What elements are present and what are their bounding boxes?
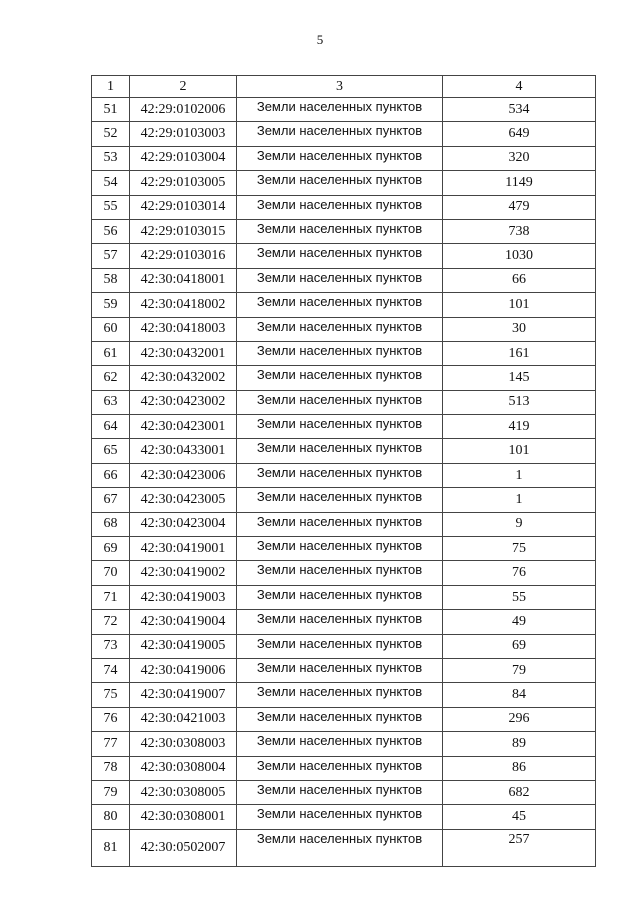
row-number-cell: 52 [92,122,130,146]
row-number-cell: 70 [92,561,130,585]
land-category-cell: Земли населенных пунктов [237,219,443,243]
land-category-cell: Земли населенных пунктов [237,658,443,682]
table-row [92,829,596,866]
table-row [92,390,596,414]
row-number-cell: 55 [92,195,130,219]
table-row [92,683,596,707]
table-row [92,585,596,609]
table-row [92,488,596,512]
cadastral-code-cell: 42:30:0308003 [130,732,237,756]
value-cell: 45 [443,805,596,829]
value-cell: 419 [443,415,596,439]
cadastral-code-cell: 42:30:0423002 [130,390,237,414]
value-cell: 682 [443,780,596,804]
cadastral-code-cell: 42:30:0308005 [130,780,237,804]
cadastral-code-cell: 42:29:0103004 [130,146,237,170]
table-row [92,439,596,463]
value-cell: 479 [443,195,596,219]
land-category-cell: Земли населенных пунктов [237,512,443,536]
table-header-row [92,76,596,98]
value-cell: 513 [443,390,596,414]
header-cell-2: 2 [130,76,237,98]
cadastral-code-cell: 42:29:0103016 [130,244,237,268]
value-cell: 76 [443,561,596,585]
cadastral-code-cell: 42:29:0102006 [130,98,237,122]
cadastral-code-cell: 42:30:0419004 [130,610,237,634]
value-cell: 101 [443,293,596,317]
table-row [92,293,596,317]
cadastral-code-cell: 42:30:0308001 [130,805,237,829]
land-category-cell: Земли населенных пунктов [237,732,443,756]
row-number-cell: 65 [92,439,130,463]
value-cell: 66 [443,268,596,292]
land-category-cell: Земли населенных пунктов [237,171,443,195]
value-cell: 1 [443,463,596,487]
land-category-cell: Земли населенных пунктов [237,98,443,122]
land-category-cell: Земли населенных пунктов [237,268,443,292]
table-row [92,366,596,390]
header-cell-1: 1 [92,76,130,98]
row-number-cell: 77 [92,732,130,756]
table-row [92,756,596,780]
row-number-cell: 66 [92,463,130,487]
table-row [92,341,596,365]
table-row [92,415,596,439]
row-number-cell: 57 [92,244,130,268]
table-row [92,195,596,219]
table-row [92,805,596,829]
table-row [92,610,596,634]
value-cell: 649 [443,122,596,146]
row-number-cell: 75 [92,683,130,707]
row-number-cell: 76 [92,707,130,731]
value-cell: 738 [443,219,596,243]
table-row [92,634,596,658]
row-number-cell: 53 [92,146,130,170]
table-row [92,732,596,756]
land-category-cell: Земли населенных пунктов [237,805,443,829]
table-row [92,561,596,585]
value-cell: 55 [443,585,596,609]
table-row [92,171,596,195]
land-category-cell: Земли населенных пунктов [237,463,443,487]
value-cell: 101 [443,439,596,463]
land-category-cell: Земли населенных пунктов [237,634,443,658]
cadastral-code-cell: 42:30:0419005 [130,634,237,658]
value-cell: 49 [443,610,596,634]
value-cell: 257 [443,829,596,866]
land-table [91,75,596,867]
land-category-cell: Земли населенных пунктов [237,707,443,731]
header-cell-3: 3 [237,76,443,98]
table-row [92,98,596,122]
table-row [92,512,596,536]
row-number-cell: 63 [92,390,130,414]
value-cell: 534 [443,98,596,122]
land-category-cell: Земли населенных пунктов [237,122,443,146]
cadastral-code-cell: 42:30:0418003 [130,317,237,341]
row-number-cell: 74 [92,658,130,682]
table-row [92,244,596,268]
row-number-cell: 78 [92,756,130,780]
row-number-cell: 71 [92,585,130,609]
row-number-cell: 51 [92,98,130,122]
cadastral-code-cell: 42:30:0418001 [130,268,237,292]
table-row [92,219,596,243]
value-cell: 79 [443,658,596,682]
value-cell: 84 [443,683,596,707]
value-cell: 161 [443,341,596,365]
table-row [92,463,596,487]
value-cell: 145 [443,366,596,390]
land-category-cell: Земли населенных пунктов [237,683,443,707]
cadastral-code-cell: 42:30:0502007 [130,829,237,866]
cadastral-code-cell: 42:30:0421003 [130,707,237,731]
land-category-cell: Земли населенных пунктов [237,537,443,561]
cadastral-code-cell: 42:30:0423006 [130,463,237,487]
row-number-cell: 69 [92,537,130,561]
row-number-cell: 73 [92,634,130,658]
land-category-cell: Земли населенных пунктов [237,366,443,390]
cadastral-code-cell: 42:30:0419007 [130,683,237,707]
table-row [92,537,596,561]
row-number-cell: 79 [92,780,130,804]
cadastral-code-cell: 42:30:0423004 [130,512,237,536]
cadastral-code-cell: 42:30:0419001 [130,537,237,561]
land-category-cell: Земли населенных пунктов [237,610,443,634]
table-row [92,658,596,682]
land-category-cell: Земли населенных пунктов [237,390,443,414]
page-number: 5 [316,32,324,47]
row-number-cell: 67 [92,488,130,512]
row-number-cell: 72 [92,610,130,634]
row-number-cell: 64 [92,415,130,439]
land-category-cell: Земли населенных пунктов [237,829,443,866]
land-category-cell: Земли населенных пунктов [237,195,443,219]
value-cell: 30 [443,317,596,341]
land-category-cell: Земли населенных пунктов [237,317,443,341]
table-row [92,317,596,341]
cadastral-code-cell: 42:30:0433001 [130,439,237,463]
cadastral-code-cell: 42:29:0103003 [130,122,237,146]
land-category-cell: Земли населенных пунктов [237,561,443,585]
row-number-cell: 80 [92,805,130,829]
row-number-cell: 68 [92,512,130,536]
value-cell: 1030 [443,244,596,268]
row-number-cell: 60 [92,317,130,341]
row-number-cell: 56 [92,219,130,243]
land-category-cell: Земли населенных пунктов [237,585,443,609]
value-cell: 1149 [443,171,596,195]
table-row [92,122,596,146]
row-number-cell: 81 [92,829,130,866]
cadastral-code-cell: 42:30:0423005 [130,488,237,512]
row-number-cell: 61 [92,341,130,365]
row-number-cell: 58 [92,268,130,292]
value-cell: 86 [443,756,596,780]
cadastral-code-cell: 42:30:0432001 [130,341,237,365]
value-cell: 320 [443,146,596,170]
land-category-cell: Земли населенных пунктов [237,341,443,365]
cadastral-code-cell: 42:29:0103015 [130,219,237,243]
row-number-cell: 62 [92,366,130,390]
land-category-cell: Земли населенных пунктов [237,244,443,268]
row-number-cell: 59 [92,293,130,317]
value-cell: 1 [443,488,596,512]
row-number-cell: 54 [92,171,130,195]
cadastral-code-cell: 42:30:0432002 [130,366,237,390]
cadastral-code-cell: 42:29:0103005 [130,171,237,195]
table-row [92,780,596,804]
value-cell: 296 [443,707,596,731]
land-category-cell: Земли населенных пунктов [237,488,443,512]
cadastral-code-cell: 42:30:0419003 [130,585,237,609]
cadastral-code-cell: 42:29:0103014 [130,195,237,219]
table-row [92,146,596,170]
cadastral-code-cell: 42:30:0418002 [130,293,237,317]
table-row [92,707,596,731]
land-category-cell: Земли населенных пунктов [237,415,443,439]
cadastral-code-cell: 42:30:0423001 [130,415,237,439]
header-cell-4: 4 [443,76,596,98]
value-cell: 89 [443,732,596,756]
table-row [92,268,596,292]
value-cell: 9 [443,512,596,536]
value-cell: 69 [443,634,596,658]
land-category-cell: Земли населенных пунктов [237,293,443,317]
value-cell: 75 [443,537,596,561]
cadastral-code-cell: 42:30:0308004 [130,756,237,780]
land-category-cell: Земли населенных пунктов [237,146,443,170]
land-category-cell: Земли населенных пунктов [237,756,443,780]
land-category-cell: Земли населенных пунктов [237,439,443,463]
cadastral-code-cell: 42:30:0419006 [130,658,237,682]
cadastral-code-cell: 42:30:0419002 [130,561,237,585]
land-category-cell: Земли населенных пунктов [237,780,443,804]
